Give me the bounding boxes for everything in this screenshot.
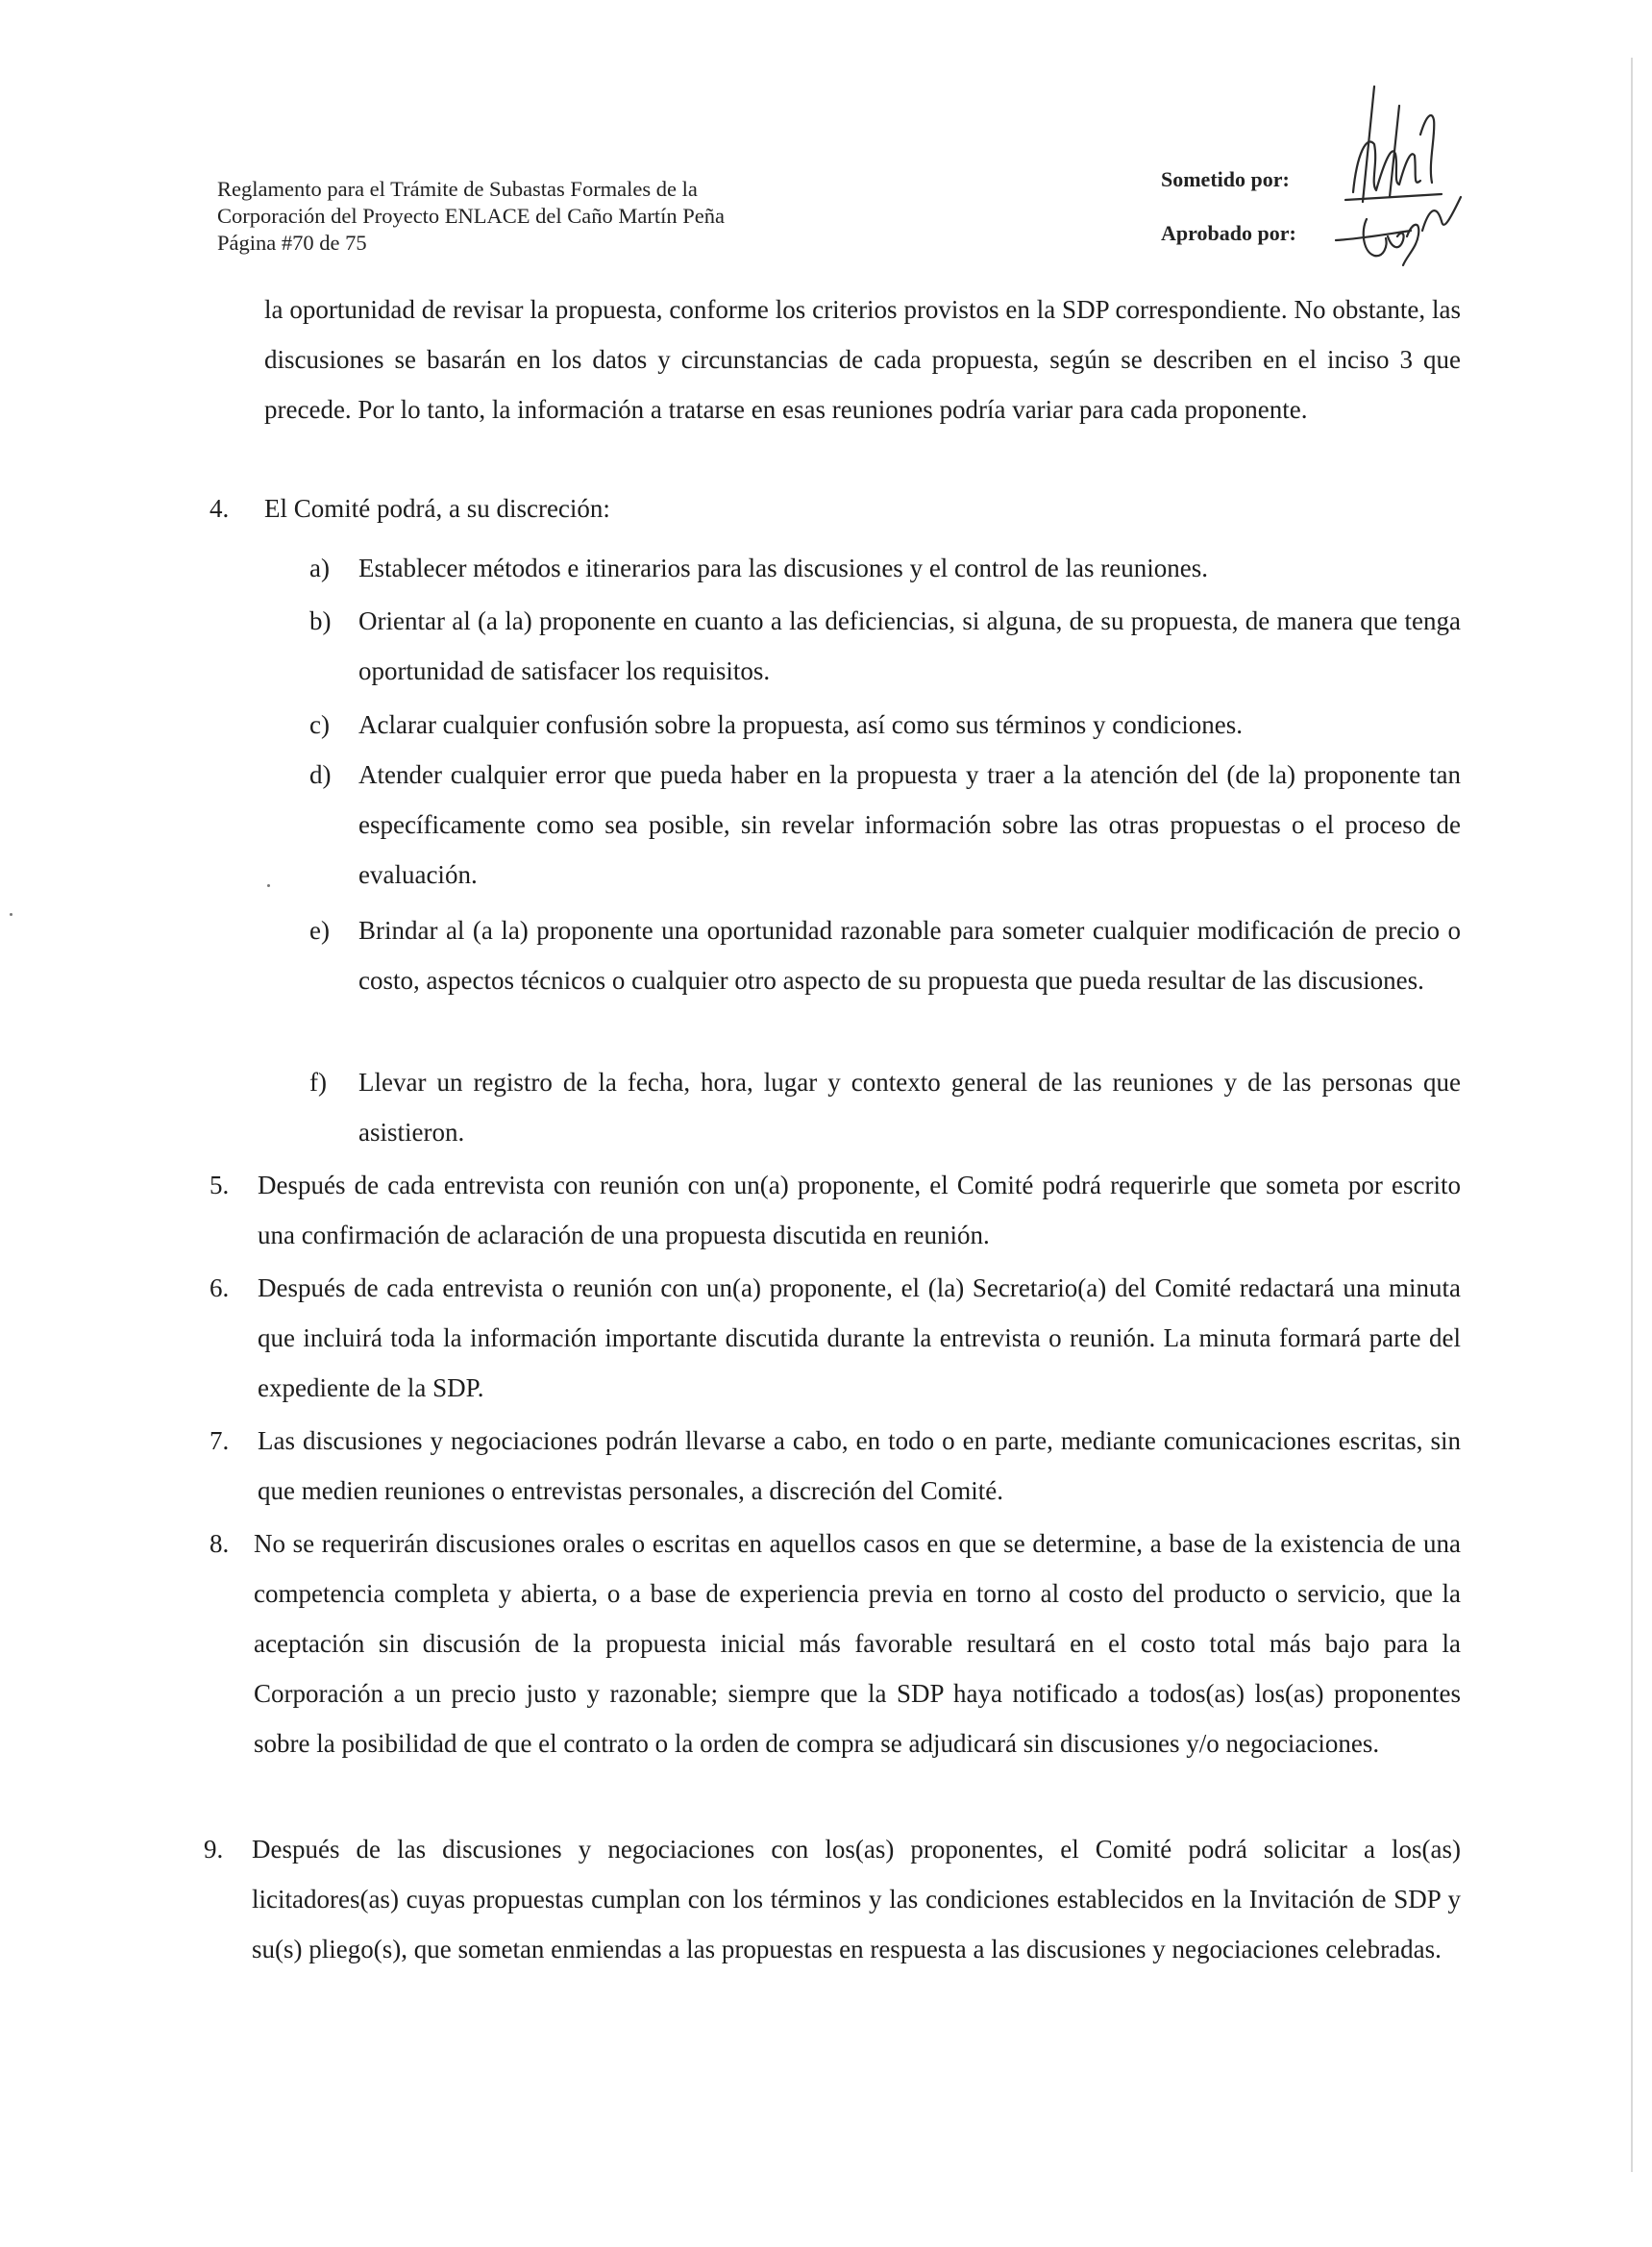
item-4-text: El Comité podrá, a su discreción: bbox=[264, 494, 610, 523]
subitem-c-letter: c) bbox=[309, 710, 330, 739]
item-6-text: Después de cada entrevista o reunión con un(a) proponente, el (la) Secretario(a) del Comité redactará una minuta que incluirá toda la información importante discutida durante la entrevista o reunión. La minuta formará parte del expediente de la SDP. bbox=[258, 1273, 1461, 1402]
subitem-f-text: Llevar un registro de la fecha, hora, lugar y contexto general de las reuniones y de las personas que asistieron. bbox=[358, 1068, 1461, 1147]
scan-edge bbox=[1631, 58, 1633, 2172]
header-page-number: Página #70 de 75 bbox=[217, 231, 367, 255]
header-title-line1: Reglamento para el Trámite de Subastas Formales de la bbox=[217, 177, 698, 201]
approved-by-label: Aprobado por: bbox=[1161, 221, 1296, 245]
item-4-number: 4. bbox=[210, 494, 230, 523]
item-8-text: No se requerirán discusiones orales o escritas en aquellos casos en que se determine, a base de la existencia de una competencia completa y abierta, o a base de experiencia previa en torno al costo del producto o servicio, que la aceptación sin discusión de la propuesta inicial más favorable resultará en el costo total más bajo para la Corporación a un precio justo y razonable; siempre que la SDP haya notificado a todos(as) los(as) proponentes sobre la posibilidad de que el contrato o la orden de compra se adjudicará sin discusiones y/o negociaciones. bbox=[254, 1529, 1461, 1758]
subitem-a-text: Establecer métodos e itinerarios para las discusiones y el control de las reuniones. bbox=[358, 554, 1208, 582]
item-6-number: 6. bbox=[210, 1273, 230, 1302]
subitem-b-text: Orientar al (a la) proponente en cuanto a las deficiencias, si alguna, de su propuesta, de manera que tenga oportunidad de satisfacer los requisitos. bbox=[358, 606, 1461, 685]
item-7-number: 7. bbox=[210, 1426, 230, 1455]
item-7-text: Las discusiones y negociaciones podrán llevarse a cabo, en todo o en parte, mediante comunicaciones escritas, sin que medien reuniones o entrevistas personales, a discreción del Comité. bbox=[258, 1426, 1461, 1505]
subitem-d-letter: d) bbox=[309, 760, 332, 789]
intro-paragraph: la oportunidad de revisar la propuesta, conforme los criterios provistos en la SDP correspondiente. No obstante, las discusiones se basarán en los datos y circunstancias de cada propuesta, según se describen en el inciso 3 que precede. Por lo tanto, la información a tratarse en esas reuniones podría variar para cada proponente. bbox=[264, 295, 1461, 424]
header-title-line2: Corporación del Proyecto ENLACE del Caño Martín Peña bbox=[217, 204, 726, 228]
subitem-e-letter: e) bbox=[309, 916, 330, 945]
submitted-by-label: Sometido por: bbox=[1161, 167, 1290, 191]
item-5-number: 5. bbox=[210, 1171, 230, 1199]
item-8-number: 8. bbox=[210, 1529, 230, 1558]
handwritten-initials-icon bbox=[1307, 77, 1470, 269]
item-5-text: Después de cada entrevista con reunión con un(a) proponente, el Comité podrá requerirle que someta por escrito una confirmación de aclaración de una propuesta discutida en reunión. bbox=[258, 1171, 1461, 1249]
item-9-number: 9. bbox=[204, 1835, 224, 1864]
subitem-f-letter: f) bbox=[309, 1068, 327, 1097]
subitem-e-text: Brindar al (a la) proponente una oportunidad razonable para someter cualquier modificación de precio o costo, aspectos técnicos o cualquier otro aspecto de su propuesta que pueda resultar de las discusiones. bbox=[358, 916, 1461, 995]
scan-speck bbox=[267, 884, 270, 887]
document-header bbox=[217, 176, 725, 257]
subitem-d-text: Atender cualquier error que pueda haber en la propuesta y traer a la atención del (de la) proponente tan específicamente como sea posible, sin revelar información sobre las otras propuestas o el proceso de evaluación. bbox=[358, 760, 1461, 889]
subitem-a-letter: a) bbox=[309, 554, 330, 582]
subitem-b-letter: b) bbox=[309, 606, 332, 635]
item-9-text: Después de las discusiones y negociaciones con los(as) proponentes, el Comité podrá solicitar a los(as) licitadores(as) cuyas propuestas cumplan con los términos y las condiciones establecidos en la Invitación de SDP y su(s) pliego(s), que sometan enmiendas a las propuestas en respuesta a las discusiones y negociaciones celebradas. bbox=[252, 1835, 1461, 1963]
scan-speck bbox=[10, 913, 12, 916]
subitem-c-text: Aclarar cualquier confusión sobre la propuesta, así como sus términos y condiciones. bbox=[358, 710, 1243, 739]
